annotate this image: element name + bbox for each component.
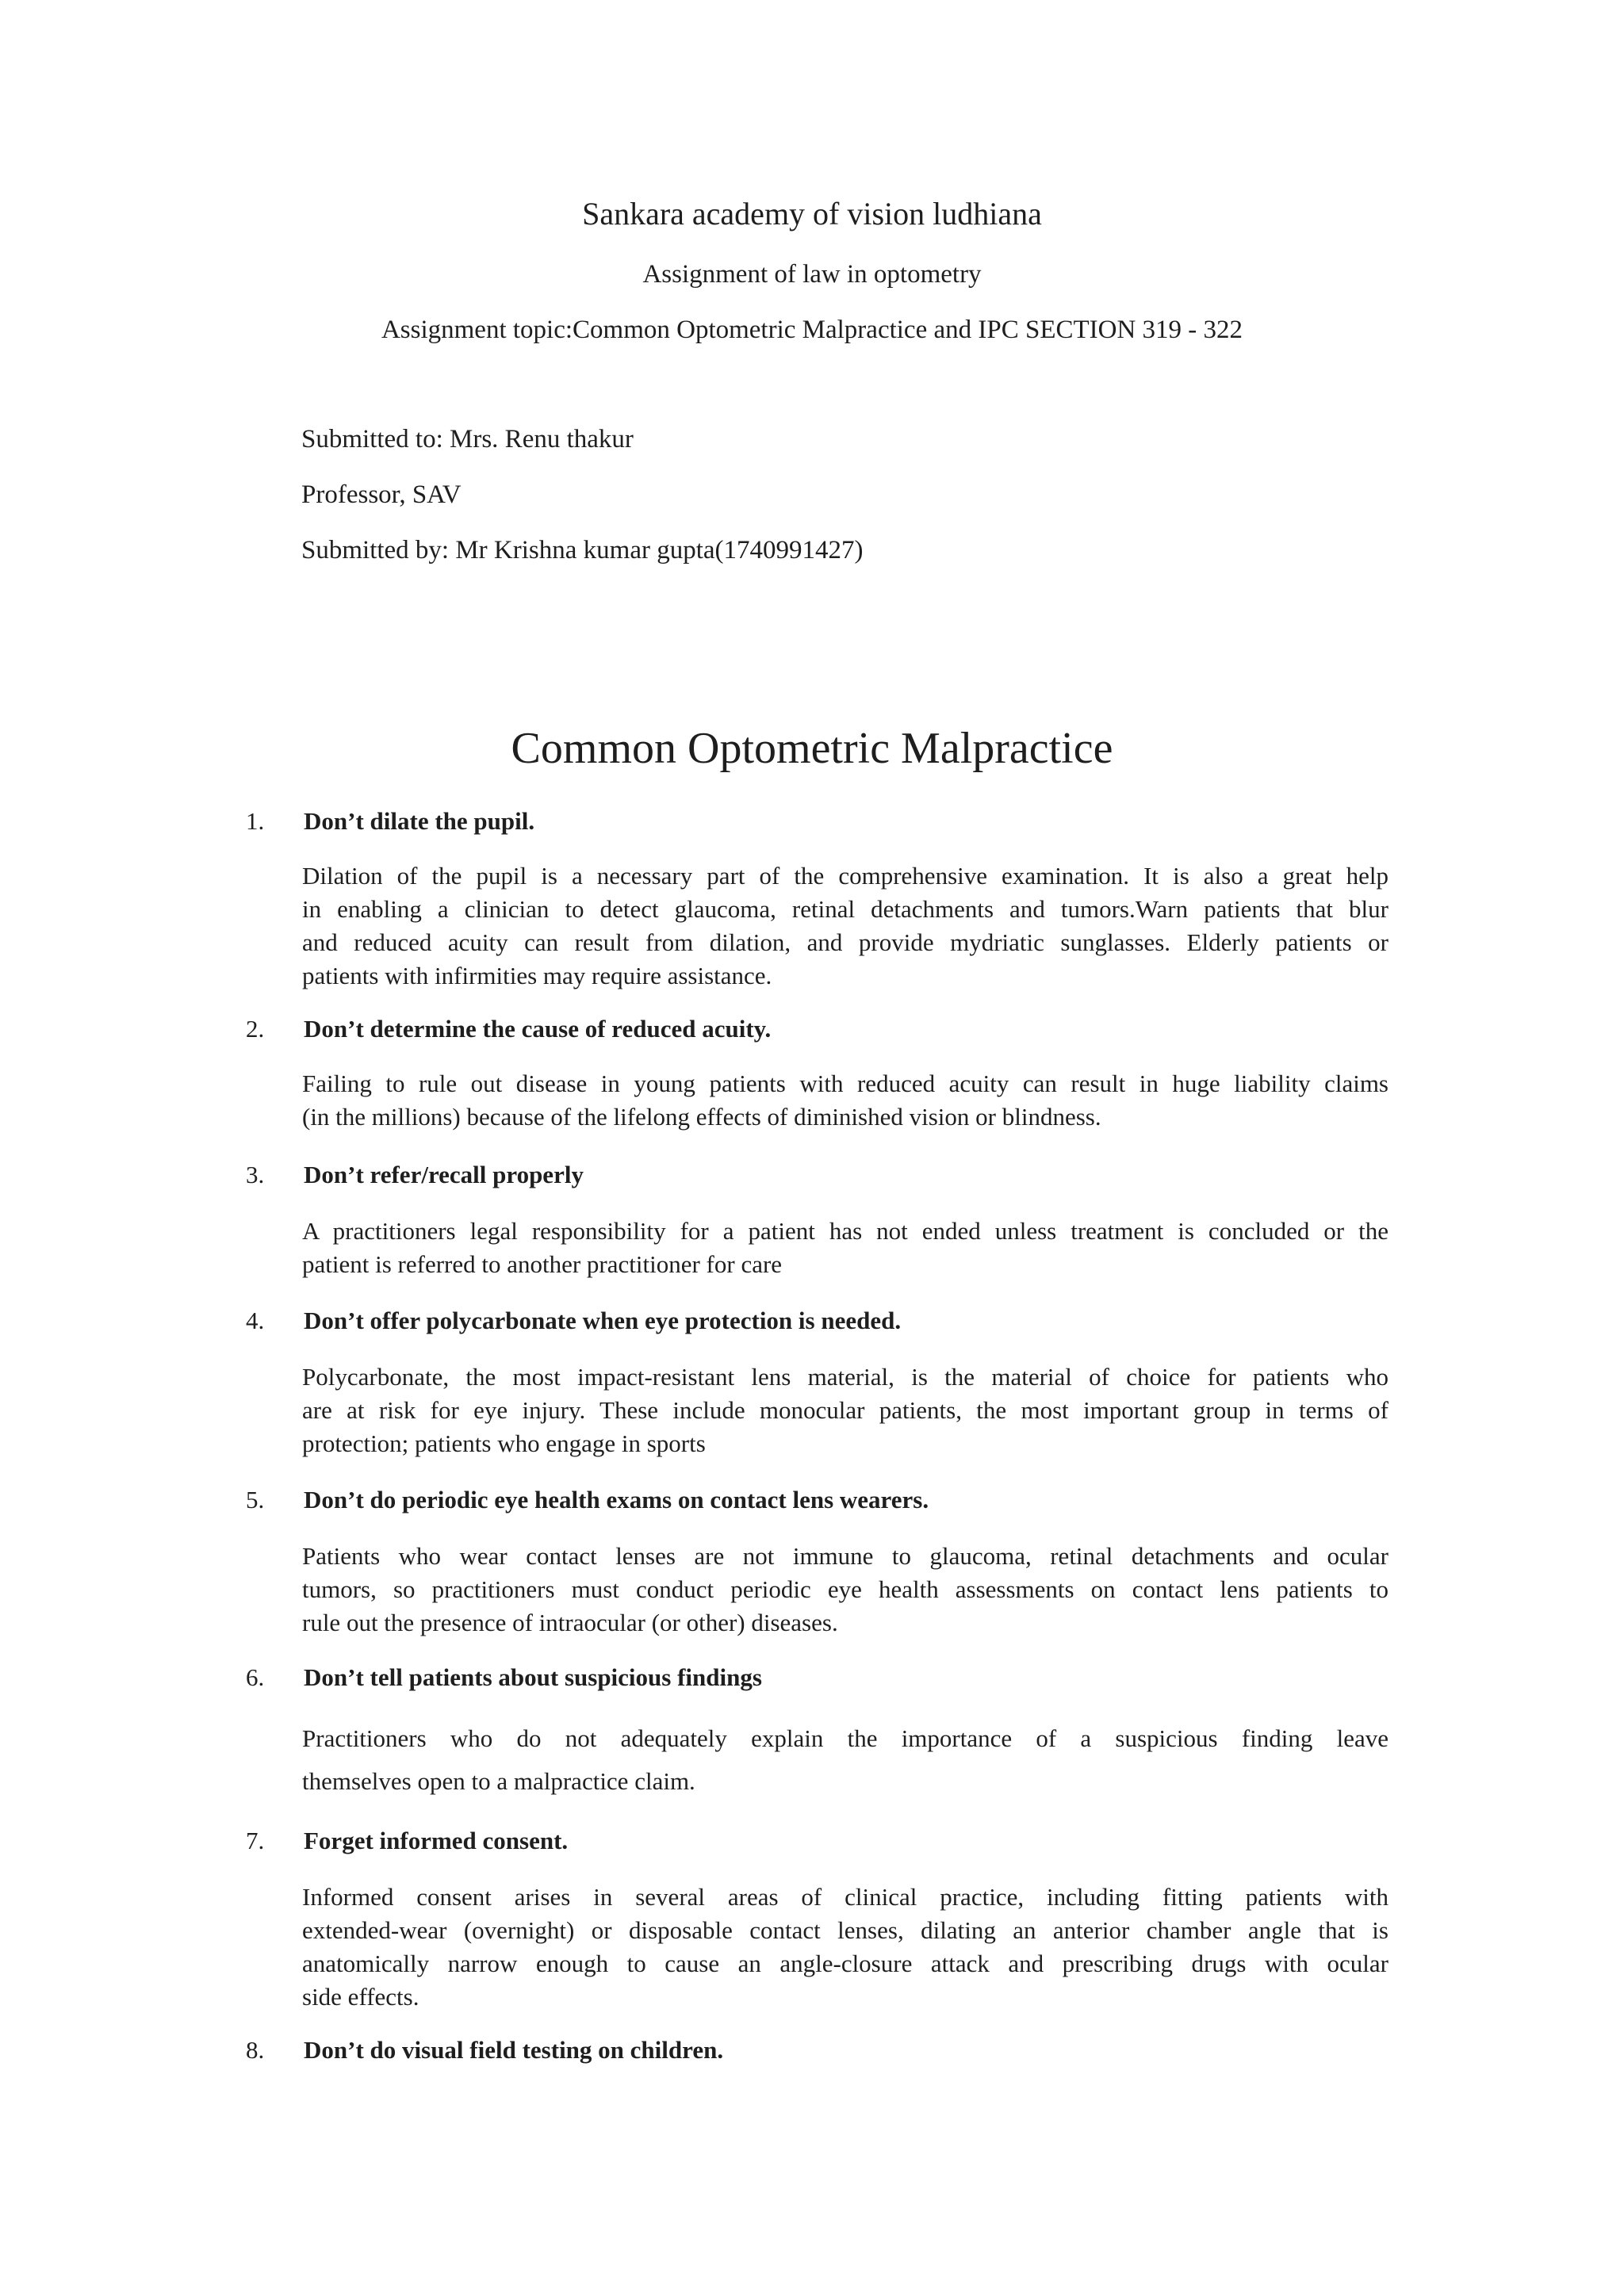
list-item-heading: Don’t refer/recall properly	[304, 1161, 584, 1188]
list-item-heading: Don’t tell patients about suspicious findings	[304, 1663, 762, 1691]
submitted-to: Submitted to: Mrs. Renu thakur	[301, 425, 634, 453]
list-item-number: 8.	[246, 2036, 265, 2064]
body-text-line: patients with infirmities may require assistance.	[302, 962, 772, 989]
body-text-line: in enabling a clinician to detect glaucoma, retinal detachments and tumors.Warn patients that blur	[302, 895, 1388, 923]
body-text-line: anatomically narrow enough to cause an angle-closure attack and prescribing drugs with ocular	[302, 1950, 1388, 1977]
list-item-heading: Forget informed consent.	[304, 1827, 569, 1854]
list-item-body	[302, 1067, 1388, 1134]
list-item-body	[302, 859, 1388, 993]
assignment-title: Assignment of law in optometry	[642, 260, 982, 289]
professor-title: Professor, SAV	[301, 480, 462, 509]
list-item-number: 7.	[246, 1827, 265, 1854]
list-item-body	[302, 1360, 1388, 1460]
list-item-number: 3.	[246, 1161, 265, 1188]
body-text-line: side effects.	[302, 1983, 419, 2011]
list-item-heading: Don’t determine the cause of reduced acuity.	[304, 1015, 772, 1043]
body-text-line: Dilation of the pupil is a necessary part of the comprehensive examination. It is also a great help	[302, 862, 1388, 890]
list-item-heading: Don’t do visual field testing on children.	[304, 2036, 724, 2064]
list-item-number: 4.	[246, 1307, 265, 1334]
body-text-line: Informed consent arises in several areas of clinical practice, including fitting patients with	[302, 1883, 1388, 1911]
list-item-number: 6.	[246, 1663, 265, 1691]
body-text-line: Polycarbonate, the most impact-resistant lens material, is the material of choice for patients who	[302, 1363, 1388, 1391]
body-text-line: A practitioners legal responsibility for a patient has not ended unless treatment is concluded or the	[302, 1217, 1388, 1245]
list-item-body	[302, 1717, 1388, 1803]
body-text-line: tumors, so practitioners must conduct periodic eye health assessments on contact lens patients to	[302, 1575, 1388, 1603]
submitted-by: Submitted by: Mr Krishna kumar gupta(1740991427)	[301, 536, 864, 564]
body-text-line: protection; patients who engage in sports	[302, 1429, 706, 1457]
list-item-body	[302, 1540, 1388, 1640]
body-text-line: themselves open to a malpractice claim.	[302, 1767, 695, 1795]
list-item-body	[302, 1881, 1388, 2014]
list-item-number: 1.	[246, 807, 265, 835]
list-item-heading: Don’t offer polycarbonate when eye protection is needed.	[304, 1307, 902, 1334]
body-text-line: patient is referred to another practitioner for care	[302, 1250, 783, 1278]
list-item-number: 2.	[246, 1015, 265, 1043]
list-item-heading: Don’t do periodic eye health exams on contact lens wearers.	[304, 1486, 929, 1513]
assignment-topic: Assignment topic:Common Optometric Malpractice and IPC SECTION 319 - 322	[381, 316, 1243, 344]
body-text-line: Failing to rule out disease in young patients with reduced acuity can result in huge liability claims	[302, 1070, 1388, 1097]
body-text-line: and reduced acuity can result from dilation, and provide mydriatic sunglasses. Elderly patients or	[302, 928, 1388, 956]
list-item-heading: Don’t dilate the pupil.	[304, 807, 535, 835]
body-text-line: Practitioners who do not adequately explain the importance of a suspicious finding leave	[302, 1724, 1388, 1752]
list-item-number: 5.	[246, 1486, 265, 1513]
body-text-line: (in the millions) because of the lifelong effects of diminished vision or blindness.	[302, 1103, 1101, 1131]
section-title: Common Optometric Malpractice	[511, 724, 1113, 773]
body-text-line: Patients who wear contact lenses are not immune to glaucoma, retinal detachments and ocular	[302, 1542, 1388, 1570]
body-text-line: extended-wear (overnight) or disposable contact lenses, dilating an anterior chamber angle that is	[302, 1916, 1388, 1944]
list-item-body	[302, 1215, 1388, 1281]
institution-name: Sankara academy of vision ludhiana	[582, 196, 1042, 232]
body-text-line: rule out the presence of intraocular (or other) diseases.	[302, 1609, 838, 1636]
body-text-line: are at risk for eye injury. These include monocular patients, the most important group in terms of	[302, 1396, 1388, 1424]
